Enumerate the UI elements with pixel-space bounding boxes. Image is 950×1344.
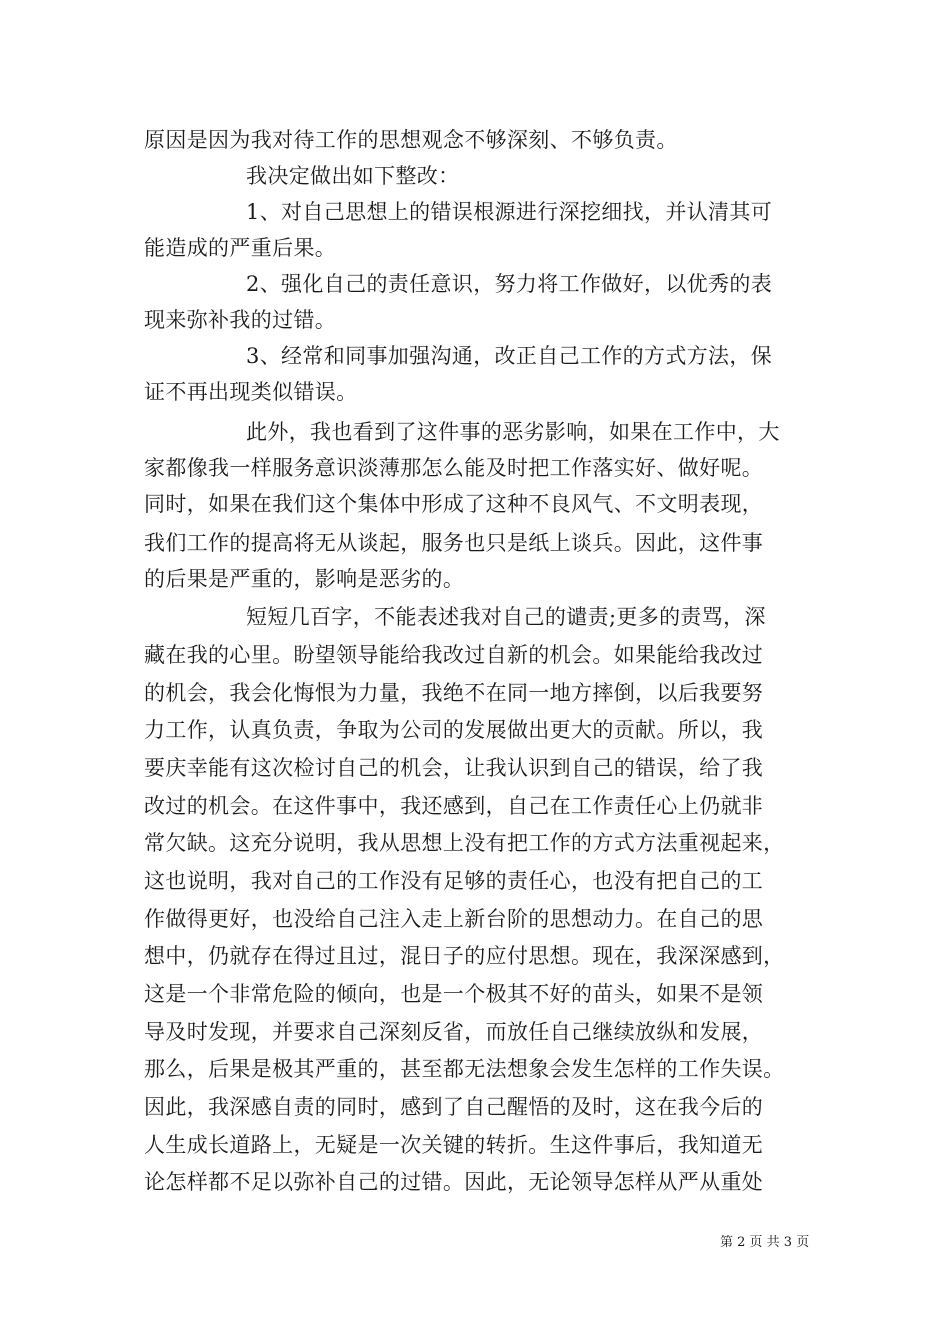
text-line: 藏在我的心里。盼望领导能给我改过自新的机会。如果能给我改过 bbox=[144, 643, 764, 667]
text-line: 那么，后果是极其严重的，甚至都无法想象会发生怎样的工作失误。 bbox=[144, 1057, 785, 1081]
text-line: 3、经常和同事加强沟通，改正自己工作的方式方法，保 bbox=[246, 344, 773, 368]
text-line: 2、强化自己的责任意识，努力将工作做好，以优秀的表 bbox=[246, 272, 773, 296]
page-number-footer: 第 2 页 共 3 页 bbox=[720, 1235, 810, 1250]
text-line: 作做得更好，也没给自己注入走上新台阶的思想动力。在自己的思 bbox=[144, 907, 764, 931]
text-line: 力工作，认真负责，争取为公司的发展做出更大的贡献。所以，我 bbox=[144, 718, 764, 742]
text-line: 的机会，我会化悔恨为力量，我绝不在同一地方摔倒，以后我要努 bbox=[144, 681, 764, 705]
text-line: 导及时发现，并要求自己深刻反省，而放任自己继续放纵和发展， bbox=[144, 1020, 764, 1044]
text-line: 的后果是严重的，影响是恶劣的。 bbox=[144, 567, 465, 591]
text-line: 短短几百字，不能表述我对自己的谴责;更多的责骂，深 bbox=[246, 605, 766, 629]
text-line: 此外，我也看到了这件事的恶劣影响，如果在工作中，大 bbox=[246, 420, 780, 444]
text-line: 改过的机会。在这件事中，我还感到，自己在工作责任心上仍就非 bbox=[144, 794, 764, 818]
text-line: 论怎样都不足以弥补自己的过错。因此，无论领导怎样从严从重处 bbox=[144, 1170, 764, 1194]
text-line: 同时，如果在我们这个集体中形成了这种不良风气、不文明表现， bbox=[144, 492, 764, 516]
text-line: 原因是因为我对待工作的思想观念不够深刻、不够负责。 bbox=[144, 128, 678, 152]
text-line: 家都像我一样服务意识淡薄那怎么能及时把工作落实好、做好呢。 bbox=[144, 456, 764, 480]
text-line: 这是一个非常危险的倾向，也是一个极其不好的苗头，如果不是领 bbox=[144, 982, 764, 1006]
text-line: 常欠缺。这充分说明，我从思想上没有把工作的方式方法重视起来， bbox=[144, 831, 785, 855]
text-line: 现来弥补我的过错。 bbox=[144, 308, 337, 332]
text-line: 这也说明，我对自己的工作没有足够的责任心，也没有把自己的工 bbox=[144, 869, 764, 893]
text-line: 能造成的严重后果。 bbox=[144, 236, 337, 260]
text-line: 人生成长道路上，无疑是一次关键的转折。生这件事后，我知道无 bbox=[144, 1133, 764, 1157]
text-line: 证不再出现类似错误。 bbox=[144, 380, 358, 404]
text-line: 我决定做出如下整改： bbox=[246, 164, 460, 188]
text-line: 想中，仍就存在得过且过，混日子的应付思想。现在，我深深感到， bbox=[144, 944, 785, 968]
text-line: 我们工作的提高将无从谈起，服务也只是纸上谈兵。因此，这件事 bbox=[144, 531, 764, 555]
text-line: 因此，我深感自责的同时，感到了自己醒悟的及时，这在我今后的 bbox=[144, 1095, 764, 1119]
text-line: 1、对自己思想上的错误根源进行深挖细找，并认清其可 bbox=[246, 200, 773, 224]
text-line: 要庆幸能有这次检讨自己的机会，让我认识到自己的错误，给了我 bbox=[144, 756, 764, 780]
